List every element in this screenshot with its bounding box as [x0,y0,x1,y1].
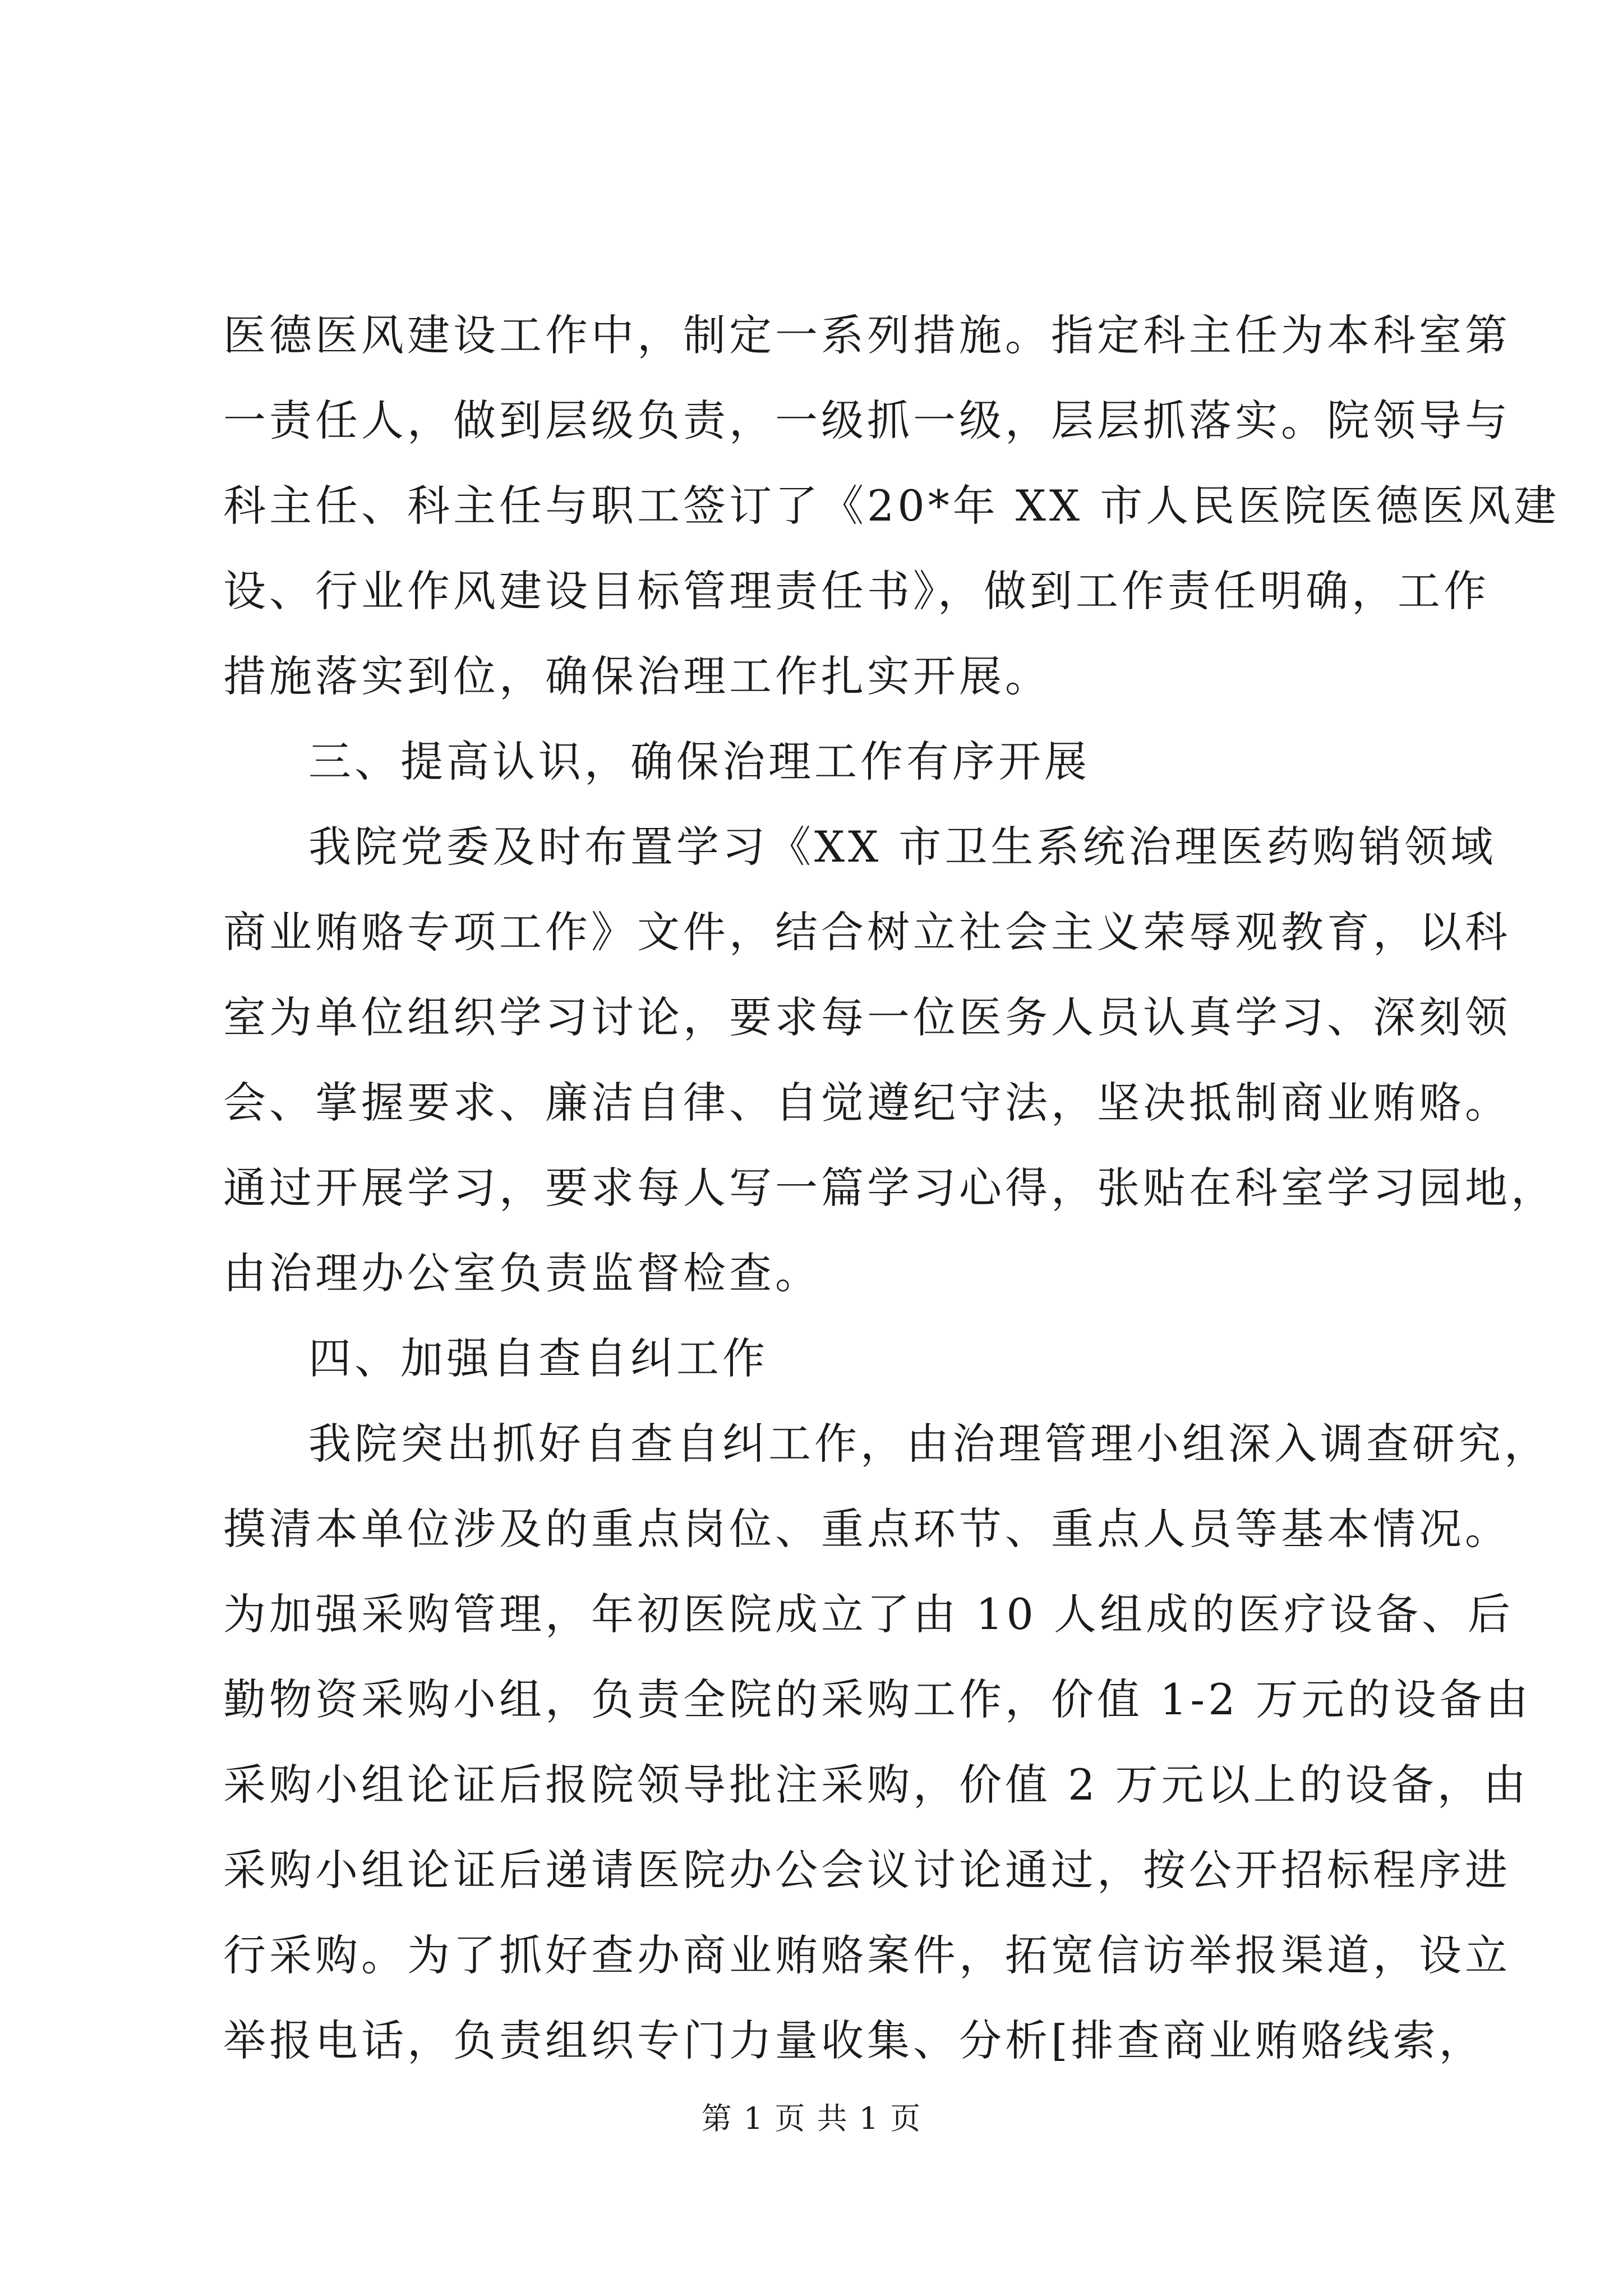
text-line: 科主任、科主任与职工签订了《20*年 XX 市人民医院医德医风建 [223,481,1560,531]
text-line: 措施落实到位，确保治理工作扎实开展。 [223,651,1051,701]
page-footer: 第 1 页 共 1 页 [701,2101,922,2136]
text-line: 我院突出抓好自查自纠工作，由治理管理小组深入调查研究， [308,1419,1550,1469]
text-line: 商业贿赂专项工作》文件，结合树立社会主义荣辱观教育，以科 [223,907,1511,957]
text-line: 室为单位组织学习讨论，要求每一位医务人员认真学习、深刻领 [223,992,1511,1042]
text-line: 采购小组论证后报院领导批注采购，价值 2 万元以上的设备，由 [223,1760,1529,1810]
text-line: 为加强采购管理，年初医院成立了由 10 人组成的医疗设备、后 [223,1589,1514,1639]
text-line: 会、掌握要求、廉洁自律、自觉遵纪守法，坚决抵制商业贿赂。 [223,1078,1511,1128]
text-line: 医德医风建设工作中，制定一系列措施。指定科主任为本科室第 [223,310,1511,360]
text-line: 行采购。为了抓好查办商业贿赂案件，拓宽信访举报渠道，设立 [223,1930,1511,1980]
text-line: 通过开展学习，要求每人写一篇学习心得，张贴在科室学习园地， [223,1163,1557,1213]
text-line: 举报电话，负责组织专门力量收集、分析[排查商业贿赂线索， [223,2016,1485,2065]
text-line: 勤物资采购小组，负责全院的采购工作，价值 1-2 万元的设备由 [223,1674,1532,1724]
section-heading: 三、提高认识，确保治理工作有序开展 [308,737,1090,786]
text-line: 采购小组论证后递请医院办公会议讨论通过，按公开招标程序进 [223,1845,1511,1895]
text-line: 我院党委及时布置学习《XX 市卫生系统治理医药购销领域 [308,822,1497,872]
text-line: 设、行业作风建设目标管理责任书》，做到工作责任明确，工作 [223,566,1490,616]
text-line: 一责任人，做到层级负责，一级抓一级，层层抓落实。院领导与 [223,395,1511,445]
text-line: 摸清本单位涉及的重点岗位、重点环节、重点人员等基本情况。 [223,1504,1511,1554]
text-line: 由治理办公室负责监督检查。 [223,1248,821,1298]
section-heading: 四、加强自查自纠工作 [308,1333,768,1383]
